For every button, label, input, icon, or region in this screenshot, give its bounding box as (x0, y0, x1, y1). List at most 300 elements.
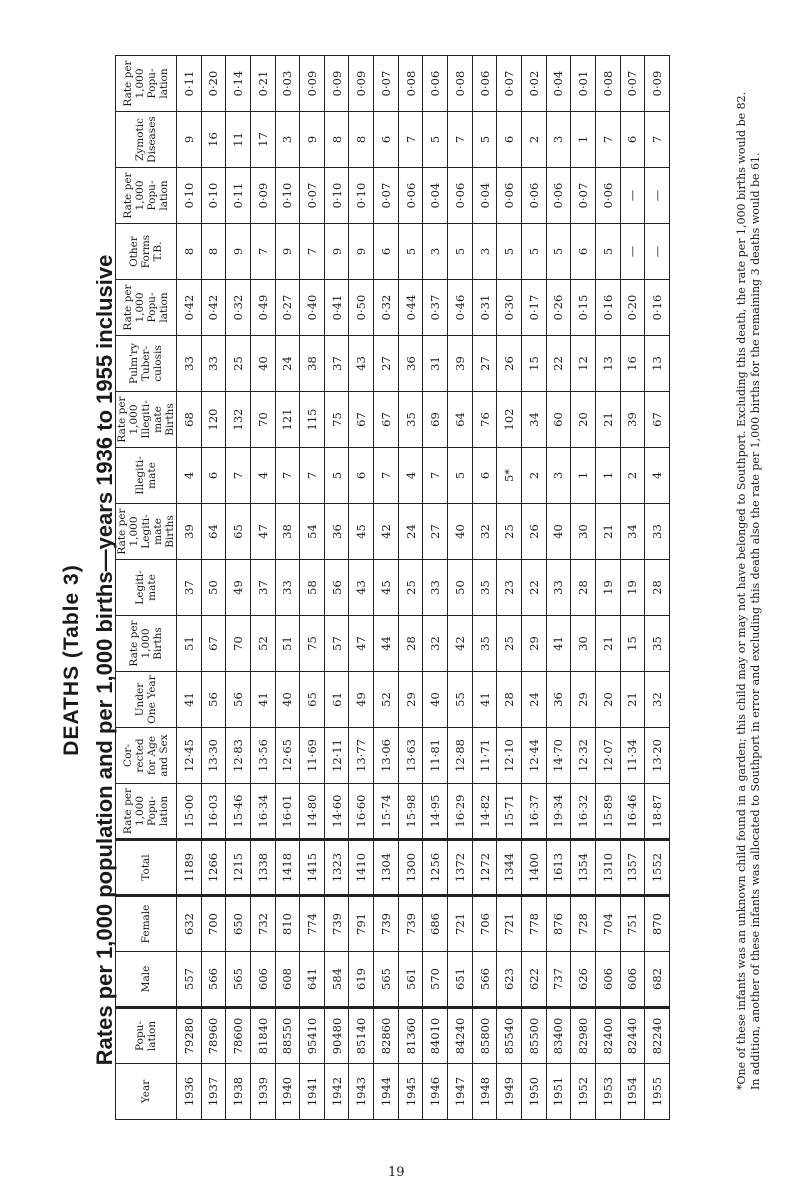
column-header: Other Forms T.B. (116, 224, 177, 280)
table-cell: 13·77 (349, 728, 374, 784)
table-cell: 5 (324, 448, 349, 504)
table-cell: 1215 (226, 840, 251, 896)
year-cell: 1949 (497, 1064, 522, 1120)
table-cell: 1310 (595, 840, 620, 896)
table-cell: 52 (250, 616, 275, 672)
table-cell: 739 (374, 896, 399, 952)
table-cell: 33 (275, 560, 300, 616)
table-cell: 5* (497, 448, 522, 504)
table-row (226, 56, 251, 1120)
table-cell: 51 (177, 616, 202, 672)
table-cell: 6 (201, 448, 226, 504)
table-cell: 21 (595, 504, 620, 560)
table-cell: 34 (521, 392, 546, 448)
table-cell: 43 (349, 560, 374, 616)
table-cell: 16·46 (620, 784, 645, 840)
table-cell: 7 (250, 224, 275, 280)
table-cell: 0·02 (521, 56, 546, 112)
table-cell: 18·87 (645, 784, 670, 840)
table-cell: 0·09 (300, 56, 325, 112)
table-cell: 876 (546, 896, 571, 952)
page-subtitle: Rates per 1,000 population and per 1,000 births—years 1936 to 1955 inclusive (92, 254, 117, 1066)
table-cell: 2 (521, 112, 546, 168)
table-cell: 5 (497, 224, 522, 280)
table-cell: 132 (226, 392, 251, 448)
table-cell: 25 (497, 616, 522, 672)
year-cell: 1953 (595, 1064, 620, 1120)
table-cell: 33 (645, 504, 670, 560)
table-cell: 606 (250, 952, 275, 1008)
table-cell: 64 (201, 504, 226, 560)
table-cell: 102 (497, 392, 522, 448)
table-cell: 0·06 (595, 168, 620, 224)
table-cell: 0·07 (300, 168, 325, 224)
column-header: Rate per 1,000 Popu-lation (116, 168, 177, 224)
table-cell: 1189 (177, 840, 202, 896)
table-cell: 6 (472, 448, 497, 504)
table-cell: 85540 (497, 1008, 522, 1064)
table-cell: 82860 (374, 1008, 399, 1064)
column-header: Pulm'ry Tuber-culosis (116, 336, 177, 392)
table-cell: 0·42 (201, 280, 226, 336)
table-cell: 11·81 (423, 728, 448, 784)
table-cell: 17 (250, 112, 275, 168)
table-cell: 12·88 (448, 728, 473, 784)
table-cell: 33 (546, 560, 571, 616)
table-cell: 606 (620, 952, 645, 1008)
table-cell: 38 (275, 504, 300, 560)
table-cell: 81360 (398, 1008, 423, 1064)
table-cell: 5 (448, 224, 473, 280)
table-row (374, 56, 399, 1120)
table-cell: 0·11 (177, 56, 202, 112)
table-cell: 774 (300, 896, 325, 952)
table-cell: 55 (448, 672, 473, 728)
table-cell: 79280 (177, 1008, 202, 1064)
table-cell: 23 (497, 560, 522, 616)
table-cell: 31 (423, 336, 448, 392)
table-cell: 0·07 (374, 168, 399, 224)
table-cell: 6 (374, 112, 399, 168)
table-cell: 1613 (546, 840, 571, 896)
table-cell: 95410 (300, 1008, 325, 1064)
table-row (275, 56, 300, 1120)
table-cell: 16·03 (201, 784, 226, 840)
table-cell: 7 (300, 224, 325, 280)
table-cell: 50 (448, 560, 473, 616)
table-cell: 1256 (423, 840, 448, 896)
table-cell: 121 (275, 392, 300, 448)
table-cell: 52 (374, 672, 399, 728)
table-cell: 12 (571, 336, 596, 392)
table-row (546, 56, 571, 1120)
table-cell: 0·15 (571, 280, 596, 336)
table-cell: 12·65 (275, 728, 300, 784)
table-cell: 1552 (645, 840, 670, 896)
table-cell: 8 (324, 112, 349, 168)
table-cell: 11 (226, 112, 251, 168)
table-cell: 0·17 (521, 280, 546, 336)
table-cell: 82400 (595, 1008, 620, 1064)
table-cell: 565 (226, 952, 251, 1008)
table-cell: 20 (571, 392, 596, 448)
table-cell: 1410 (349, 840, 374, 896)
table-cell: 40 (250, 336, 275, 392)
table-row (620, 56, 645, 1120)
table-cell: 0·16 (645, 280, 670, 336)
table-cell: 650 (226, 896, 251, 952)
table-cell: 16·32 (571, 784, 596, 840)
table-cell: 0·10 (275, 168, 300, 224)
table-cell: 0·06 (497, 168, 522, 224)
table-cell: 686 (423, 896, 448, 952)
table-cell: 15 (521, 336, 546, 392)
table-cell: 54 (300, 504, 325, 560)
table-row (201, 56, 226, 1120)
table-cell: 39 (177, 504, 202, 560)
table-cell: 25 (398, 560, 423, 616)
table-cell: 0·03 (275, 56, 300, 112)
table-cell: 28 (398, 616, 423, 672)
table-cell: 737 (546, 952, 571, 1008)
table-cell: 704 (595, 896, 620, 952)
year-cell: 1941 (300, 1064, 325, 1120)
table-cell: 21 (595, 392, 620, 448)
table-cell: 561 (398, 952, 423, 1008)
table-cell: 68 (177, 392, 202, 448)
table-cell: 82240 (645, 1008, 670, 1064)
table-row (423, 56, 448, 1120)
table-cell: 8 (201, 224, 226, 280)
table-row (177, 56, 202, 1120)
table-cell: 606 (595, 952, 620, 1008)
table-cell: 0·50 (349, 280, 374, 336)
table-cell: 0·07 (571, 168, 596, 224)
table-cell: 626 (571, 952, 596, 1008)
table-cell: 0·20 (201, 56, 226, 112)
table-cell: 24 (521, 672, 546, 728)
table-cell: 0·49 (250, 280, 275, 336)
table-cell: 1372 (448, 840, 473, 896)
table-cell: 13·56 (250, 728, 275, 784)
table-cell: 6 (349, 448, 374, 504)
table-cell: 0·07 (497, 56, 522, 112)
year-cell: 1946 (423, 1064, 448, 1120)
table-cell: 15·98 (398, 784, 423, 840)
column-header: Male (116, 952, 177, 1008)
table-cell: 3 (546, 112, 571, 168)
table-row (595, 56, 620, 1120)
table-cell: 5 (546, 224, 571, 280)
column-header: Year (116, 1064, 177, 1120)
table-cell: 27 (423, 504, 448, 560)
table-cell: 0·32 (226, 280, 251, 336)
table-cell: 7 (226, 448, 251, 504)
table-cell: 16·29 (448, 784, 473, 840)
table-cell: 45 (374, 560, 399, 616)
column-header: Popu-lation (116, 1008, 177, 1064)
table-cell: 0·06 (472, 56, 497, 112)
table-cell: 14·70 (546, 728, 571, 784)
table-cell: 732 (250, 896, 275, 952)
table-cell: 9 (349, 224, 374, 280)
table-cell: 1 (595, 448, 620, 504)
table-cell: 85800 (472, 1008, 497, 1064)
table-cell: 16·60 (349, 784, 374, 840)
table-cell: 44 (374, 616, 399, 672)
table-cell: 85500 (521, 1008, 546, 1064)
table-cell: 7 (645, 112, 670, 168)
table-cell: 0·04 (546, 56, 571, 112)
table-cell: 12·45 (177, 728, 202, 784)
table-cell: 88550 (275, 1008, 300, 1064)
column-header: Cor-rected for Age and Sex (116, 728, 177, 784)
table-cell: 6 (497, 112, 522, 168)
page-title: DEATHS (Table 3) (60, 564, 83, 756)
table-cell: 30 (571, 616, 596, 672)
table-cell: 21 (595, 616, 620, 672)
table-cell: 36 (546, 672, 571, 728)
table-cell: 1 (571, 112, 596, 168)
table-cell: 82980 (571, 1008, 596, 1064)
table-cell: 5 (398, 224, 423, 280)
year-cell: 1945 (398, 1064, 423, 1120)
table-cell: 1418 (275, 840, 300, 896)
table-cell: 37 (250, 560, 275, 616)
table-cell: 19 (595, 560, 620, 616)
table-cell: 0·10 (201, 168, 226, 224)
table-body (177, 56, 670, 1120)
column-header: Legiti-mate (116, 560, 177, 616)
table-cell: 0·44 (398, 280, 423, 336)
table-cell: 56 (226, 672, 251, 728)
table-cell: 608 (275, 952, 300, 1008)
table-cell: 60 (546, 392, 571, 448)
table-cell: 67 (349, 392, 374, 448)
table-cell: 4 (250, 448, 275, 504)
table-cell: 584 (324, 952, 349, 1008)
table-cell: 83400 (546, 1008, 571, 1064)
table-cell: 15·74 (374, 784, 399, 840)
table-cell: 32 (423, 616, 448, 672)
table-cell: 65 (226, 504, 251, 560)
table-cell: 7 (398, 112, 423, 168)
table-cell: 870 (645, 896, 670, 952)
table-cell: 13·63 (398, 728, 423, 784)
table-cell: 27 (472, 336, 497, 392)
table-cell: 0·06 (423, 56, 448, 112)
table-cell: 67 (374, 392, 399, 448)
table-cell: 26 (521, 504, 546, 560)
table-cell: 43 (349, 336, 374, 392)
table-cell: 6 (571, 224, 596, 280)
table-cell: 57 (324, 616, 349, 672)
table-cell: 4 (645, 448, 670, 504)
table-cell: 0·21 (250, 56, 275, 112)
table-cell: 15·89 (595, 784, 620, 840)
table-cell: 13·06 (374, 728, 399, 784)
footnote-line-2: In addition, another of these infants was allocated to Southport in error and excluding this death also the rate per 1,000 births for the remaining 3 deaths would be 61. (749, 152, 762, 1090)
table-cell: 0·06 (448, 168, 473, 224)
table-cell: 721 (497, 896, 522, 952)
year-cell: 1939 (250, 1064, 275, 1120)
table-cell: 70 (250, 392, 275, 448)
table-cell: 49 (349, 672, 374, 728)
table-cell: 0·16 (595, 280, 620, 336)
table-cell: 42 (448, 616, 473, 672)
table-cell: 21 (620, 672, 645, 728)
year-cell: 1947 (448, 1064, 473, 1120)
column-header: Under One Year (116, 672, 177, 728)
table-cell: 11·71 (472, 728, 497, 784)
year-cell: 1937 (201, 1064, 226, 1120)
table-cell: 0·32 (374, 280, 399, 336)
table-cell: 791 (349, 896, 374, 952)
table-cell: 40 (448, 504, 473, 560)
table-cell: 0·04 (472, 168, 497, 224)
table-cell: 39 (620, 392, 645, 448)
table-cell: — (620, 168, 645, 224)
table-cell: 32 (645, 672, 670, 728)
table-cell: 8 (177, 224, 202, 280)
table-cell: 739 (398, 896, 423, 952)
table-cell: 0·30 (497, 280, 522, 336)
column-header: Rate per 1,000 Legiti-mate Births (116, 504, 177, 560)
table-cell: 45 (349, 504, 374, 560)
table-cell: 751 (620, 896, 645, 952)
table-cell: 15 (620, 616, 645, 672)
column-header: Illegiti-mate (116, 448, 177, 504)
table-cell: — (645, 168, 670, 224)
table-cell: 15·46 (226, 784, 251, 840)
table-cell: 40 (423, 672, 448, 728)
table-cell: 29 (521, 616, 546, 672)
table-cell: 34 (620, 504, 645, 560)
column-header: Rate per 1,000 Illegiti-mate Births (116, 392, 177, 448)
column-header: Rate per 1,000 Popu-lation (116, 56, 177, 112)
table-cell: 0·20 (620, 280, 645, 336)
table-cell: 67 (645, 392, 670, 448)
table-cell: 0·26 (546, 280, 571, 336)
table-row (571, 56, 596, 1120)
table-cell: 26 (497, 336, 522, 392)
table-cell: 700 (201, 896, 226, 952)
deaths-table (115, 55, 670, 1120)
table-cell: 69 (423, 392, 448, 448)
table-cell: 0·06 (546, 168, 571, 224)
table-cell: 9 (177, 112, 202, 168)
table-cell: 2 (521, 448, 546, 504)
table-cell: 28 (571, 560, 596, 616)
table-cell: 7 (300, 448, 325, 504)
table-cell: 1 (571, 448, 596, 504)
table-cell: 0·07 (620, 56, 645, 112)
table-cell: 35 (645, 616, 670, 672)
table-cell: 0·09 (324, 56, 349, 112)
table-cell: 12·32 (571, 728, 596, 784)
header-row (116, 56, 177, 1120)
table-row (448, 56, 473, 1120)
table-cell: 38 (300, 336, 325, 392)
column-header: Female (116, 896, 177, 952)
table-cell: 810 (275, 896, 300, 952)
table-cell: 24 (275, 336, 300, 392)
table-cell: 5 (521, 224, 546, 280)
table-cell: 20 (595, 672, 620, 728)
table-cell: 0·42 (177, 280, 202, 336)
table-cell: 14·95 (423, 784, 448, 840)
table-cell: 619 (349, 952, 374, 1008)
table-cell: 58 (300, 560, 325, 616)
table-cell: 0·46 (448, 280, 473, 336)
table-row (349, 56, 374, 1120)
page-number: 19 (388, 1165, 405, 1180)
table-cell: 75 (300, 616, 325, 672)
table-cell: 15·00 (177, 784, 202, 840)
table-cell: 84240 (448, 1008, 473, 1064)
table-cell: 0·07 (374, 56, 399, 112)
table-cell: 0·09 (349, 56, 374, 112)
table-cell: 5 (423, 112, 448, 168)
column-header: Rate per 1,000 Popu-lation (116, 784, 177, 840)
table-cell: 70 (226, 616, 251, 672)
table-cell: 778 (521, 896, 546, 952)
table-cell: 75 (324, 392, 349, 448)
table-row (398, 56, 423, 1120)
table-cell: 33 (201, 336, 226, 392)
table-cell: 0·10 (324, 168, 349, 224)
year-cell: 1952 (571, 1064, 596, 1120)
table-cell: 84010 (423, 1008, 448, 1064)
table-cell: 0·31 (472, 280, 497, 336)
year-cell: 1954 (620, 1064, 645, 1120)
deaths-table-wrap (115, 55, 670, 1120)
table-cell: 1400 (521, 840, 546, 896)
table-cell: 90480 (324, 1008, 349, 1064)
table-cell: 0·06 (398, 168, 423, 224)
table-cell: 0·27 (275, 280, 300, 336)
table-cell: 5 (472, 112, 497, 168)
table-cell: 566 (201, 952, 226, 1008)
table-cell: 557 (177, 952, 202, 1008)
table-cell: 3 (275, 112, 300, 168)
table-cell: 5 (595, 224, 620, 280)
table-cell: 67 (201, 616, 226, 672)
table-cell: 78600 (226, 1008, 251, 1064)
table-cell: 0·10 (177, 168, 202, 224)
table-cell: 64 (448, 392, 473, 448)
table-cell: 1354 (571, 840, 596, 896)
year-cell: 1955 (645, 1064, 670, 1120)
table-cell: 12·07 (595, 728, 620, 784)
table-row (497, 56, 522, 1120)
footnote (735, 10, 775, 1090)
table-cell: 8 (349, 112, 374, 168)
table-cell: 622 (521, 952, 546, 1008)
table-cell: 570 (423, 952, 448, 1008)
table-cell: 25 (497, 504, 522, 560)
table-cell: 22 (521, 560, 546, 616)
table-cell: 1415 (300, 840, 325, 896)
table-cell: 41 (177, 672, 202, 728)
table-cell: 7 (275, 448, 300, 504)
table-cell: 3 (546, 448, 571, 504)
table-cell: 19·34 (546, 784, 571, 840)
table-cell: 9 (324, 224, 349, 280)
table-cell: 25 (226, 336, 251, 392)
table-cell: 16·37 (521, 784, 546, 840)
table-cell: 47 (349, 616, 374, 672)
